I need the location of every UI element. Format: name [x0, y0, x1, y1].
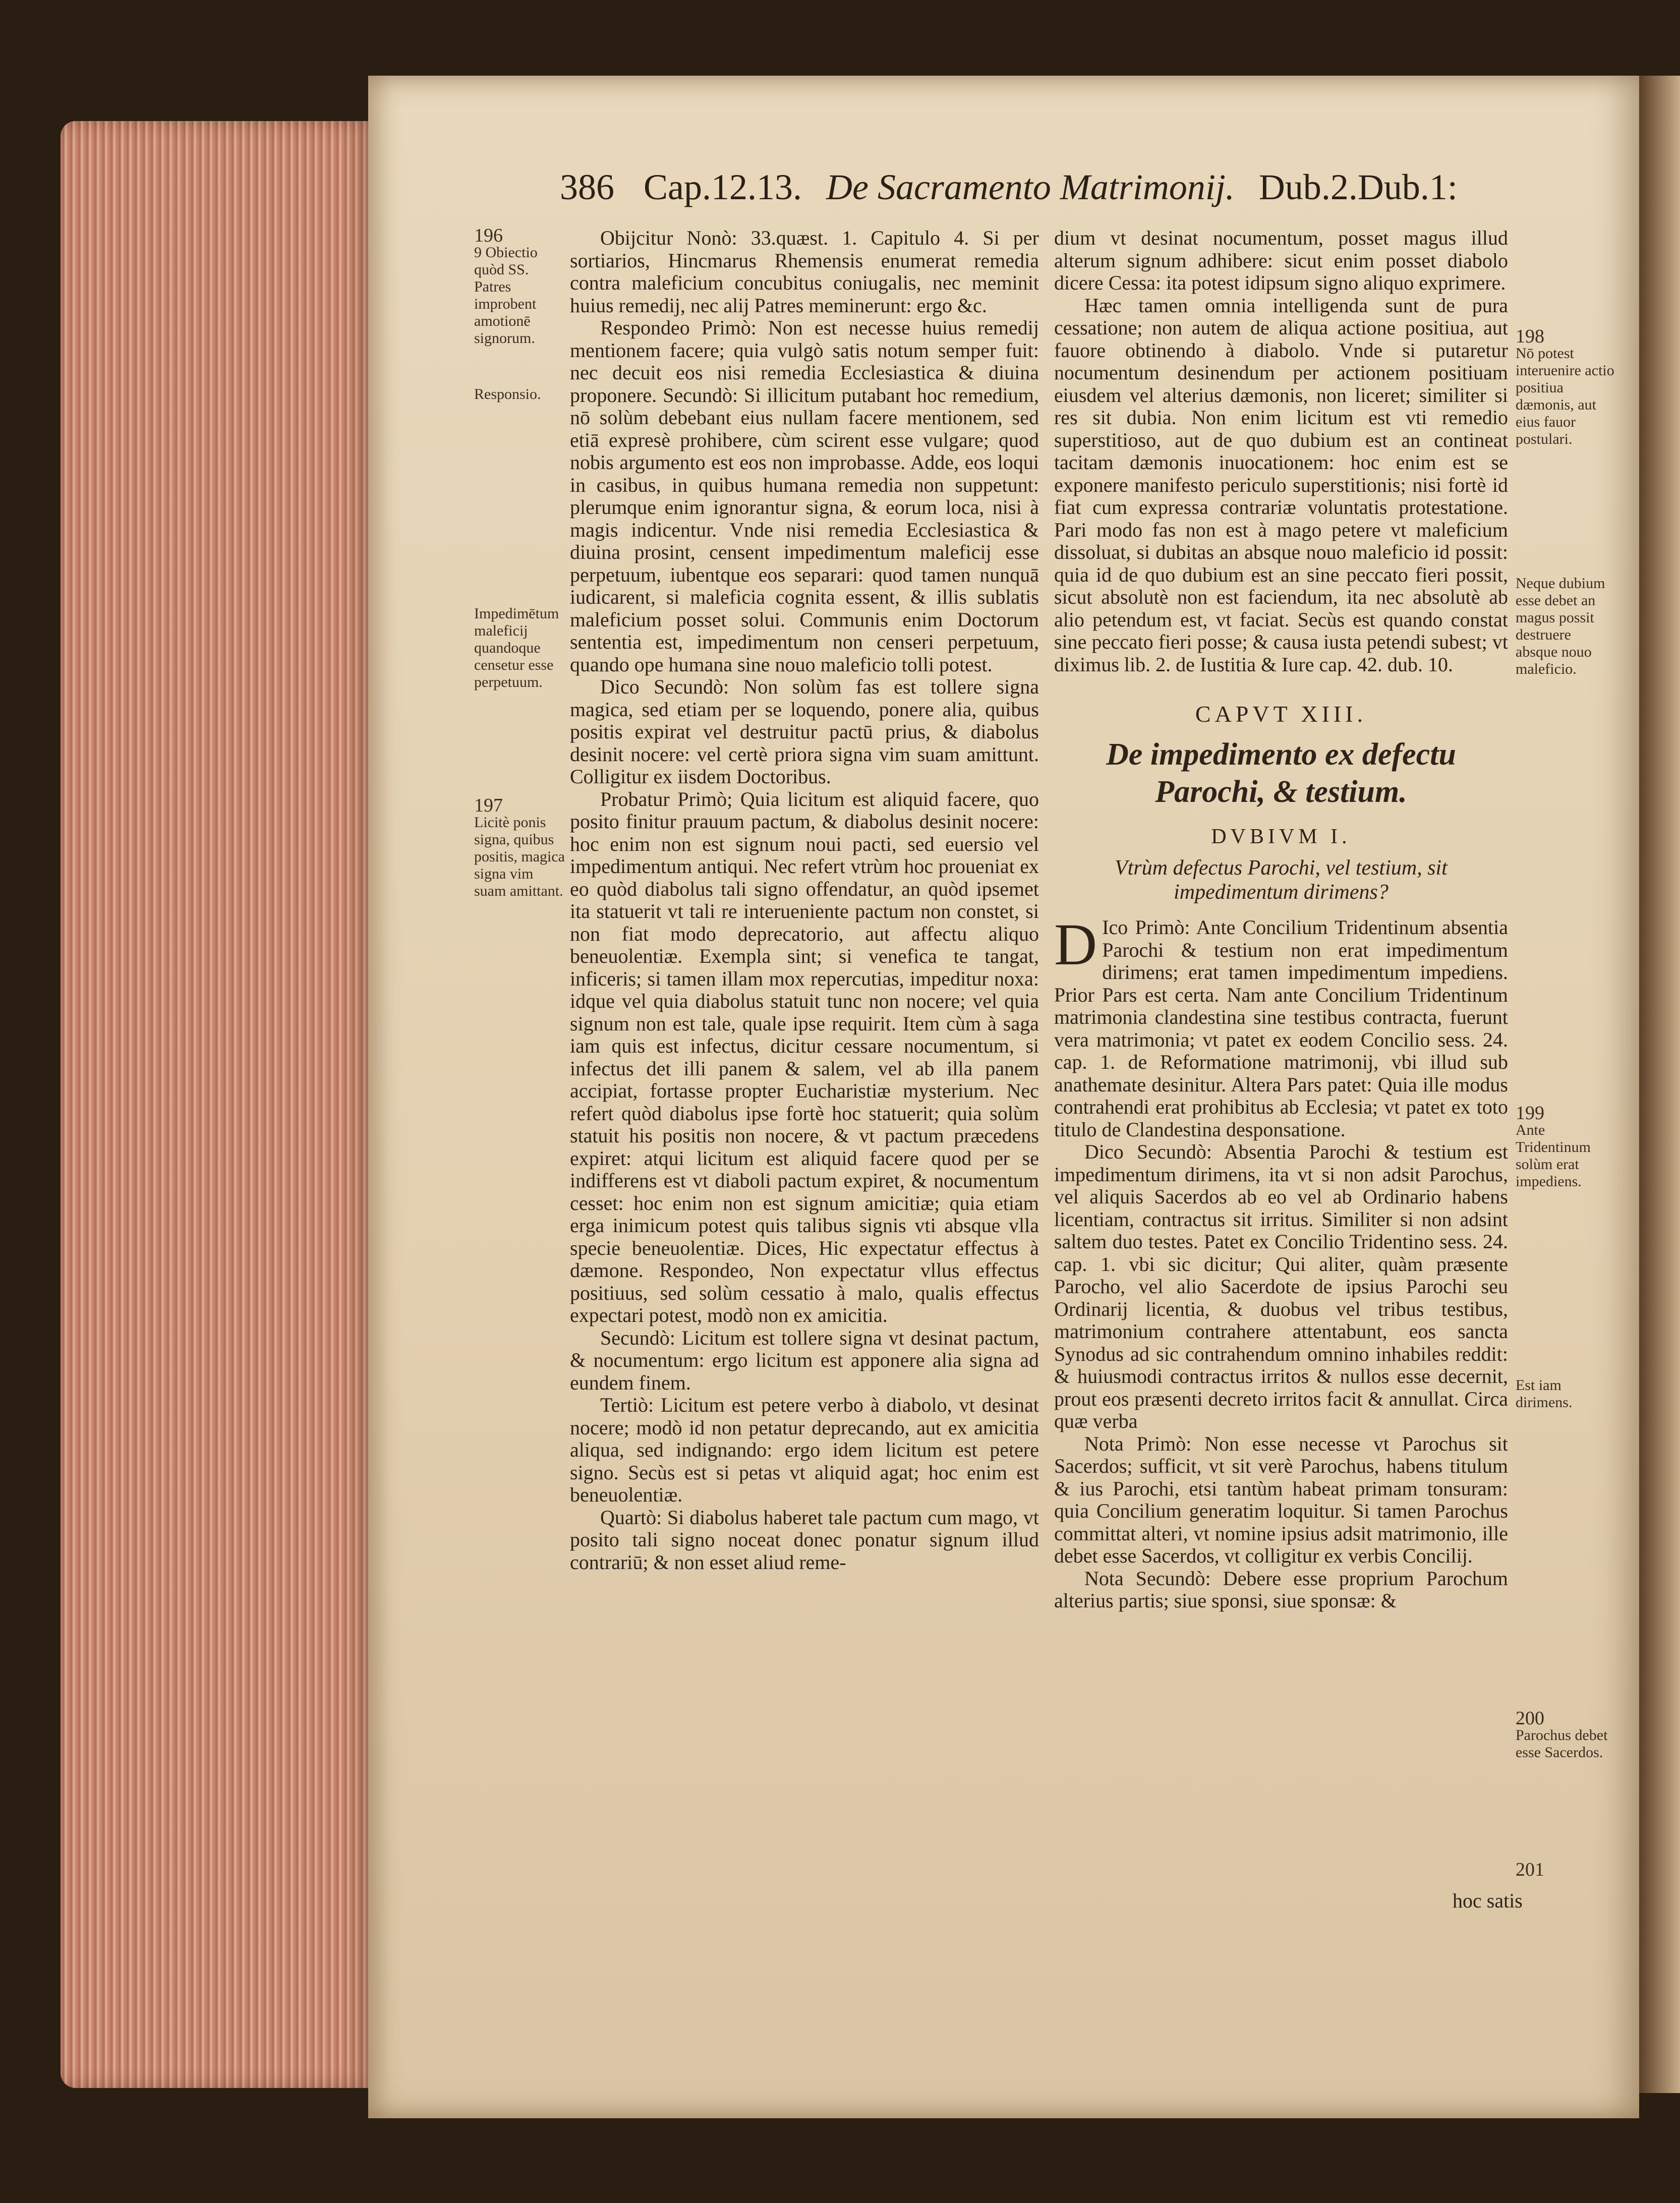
- paragraph: Obijcitur Nonò: 33.quæst. 1. Capitulo 4. Si per sortiarios, Hincmarus Rhemensis enumerat remedia contra maleficium concubitus coniugalis, nec meminit huius remedij, nec alij Patres meminerunt: ergo &c.: [570, 226, 1039, 317]
- margin-note: [474, 797, 565, 900]
- margin-text: Impedimētum maleficij quandoque censetur esse perpetuum.: [474, 605, 559, 690]
- left-column: [570, 227, 1039, 1574]
- margin-text: Licitè ponis signa, quibus positis, magica signa vim suam amittant.: [474, 814, 565, 899]
- margin-text: Responsio.: [474, 386, 541, 402]
- dubium-title: Vtrùm defectus Parochi, vel testium, sit impedimentum dirimens?: [1115, 856, 1447, 904]
- paragraph: dium vt desinat nocumentum, posset magus illud alterum signum adhibere: sicut enim posset diabolo dicere Cessa: ita potest idipsum signo aliquo exprimere.: [1054, 226, 1508, 294]
- margin-text: Ante Tridentinum solùm erat impediens.: [1516, 1122, 1591, 1190]
- paragraph: Hæc tamen omnia intelligenda sunt de pura cessatione; non autem de aliqua actione positiua, aut fauore obtinendo à diabolo. Vnde si putaretur nocumentum desinendum per actionem positiuam eiusdem vel alterius dæmonis, non liceret; similiter si res sit dubia. Non enim licitum est vti remedio superstitioso, aut de quo dubium est an contineat tacitam dæmonis inuocationem: hoc enim est se exponere manifesto periculo superstitionis; nisi fortè id fiat cum expressa contrariæ voluntatis protestatione. Pari modo fas non est à mago petere vt maleficium dissoluat, si dubitas an absque nouo maleficio id possit: quia id de quo dubium est an sine peccato fieri possit, sicut absolutè non est faciendum, ita nec absolutè ab alio petendum est, vt faciat. Secùs est quando constat sine peccato fieri posse; & causa iusta petendi subest; vt diximus lib. 2. de Iustitia & Iure cap. 42. dub. 10.: [1054, 294, 1508, 676]
- dubium-ref: Dub.2.Dub.1:: [1258, 167, 1458, 207]
- margin-number: 197: [474, 795, 503, 816]
- running-header: [560, 166, 1579, 208]
- margin-note: [1516, 1861, 1616, 1878]
- chapter-heading: CAPVT XIII.: [1195, 701, 1367, 727]
- next-page-edge: [1639, 76, 1680, 2093]
- margin-number: 196: [474, 225, 503, 246]
- drop-cap: D: [1054, 911, 1097, 977]
- paragraph: Respondeo Primò: Non est necesse huius remedij mentionem facere; quia vulgò satis notum semper fuit: nec decuit eos nisi remedia Ecclesiastica & diuina proponere. Secundò: Si illicitum putabant hoc remedium, nō solùm debebant eius nullam facere mentionem, sed etiā expresè prohibere, cùm scirent esse vulgare; quod nobis argumento est eos non improbasse. Adde, eos loqui in casibus, in quibus humana remedia non suppetunt: plerumque enim ignorantur signa, & eorum loca, nisi à magis indicentur. Vnde nisi remedia Ecclesiastica & diuina prosint, censent impedimentum maleficij esse perpetuum, iubentque eos separari: quod tamen nunquā iudicarent, si maleficia cognita essent, & illis sublatis maleficium posset solui. Communis enim Doctorum sententia est, impedimentum non censeri perpetuum, quando ope humana sine nouo maleficio tolli potest.: [570, 316, 1039, 676]
- margin-note: [1516, 1105, 1616, 1190]
- paragraph: Dico Secundò: Absentia Parochi & testium est impedimentum dirimens, ita vt si non adsit Parochus, vel aliquis Sacerdos ab eo vel ab Ordinario habens licentiam, contractus sit irritus. Similiter si non adsint saltem duo testes. Patet ex Concilio Tridentino sess. 24. cap. 1. vbi sic dicitur; Qui aliter, quàm præsente Parocho, vel alio Sacerdote de ipsius Parochi seu Ordinarij licentia, & duobus vel tribus testibus, matrimonium contrahere attentabunt, eos sancta Synodus ad sic contrahendum omnino inhabiles reddit: & huiusmodi contractus irritos & nullos esse decernit, prout eos præsenti decreto irritos facit & annullat. Circa quæ verba: [1054, 1140, 1508, 1432]
- paragraph: Secundò: Licitum est tollere signa vt desinat pactum, & nocumentum: ergo licitum est apponere alia signa ad eundem finem.: [570, 1326, 1039, 1394]
- margin-note: [1516, 1710, 1616, 1761]
- margin-text: 9 Obiectio quòd SS. Patres improbent amotionē signorum.: [474, 244, 538, 346]
- page-number: 386: [560, 167, 614, 207]
- margin-number: 198: [1516, 326, 1544, 347]
- margin-note: [1516, 1377, 1616, 1411]
- margin-number: 200: [1516, 1708, 1544, 1729]
- margin-note: [474, 605, 565, 691]
- margin-note: [1516, 575, 1616, 678]
- page-edge: [61, 121, 373, 2088]
- paragraph: Nota Primò: Non esse necesse vt Parochus sit Sacerdos; sufficit, vt sit verè Parochus, habens titulum & ius Parochi, etsi tantùm habeat primam tonsuram: quia Concilium generatim loquitur. Si tamen Parochus committat alteri, vt nomine ipsius adsit matrimonio, ille debet esse Sacerdos, vt colligitur ex verbis Concilij.: [1054, 1432, 1508, 1567]
- paragraph: Dico Secundò: Non solùm fas est tollere signa magica, sed etiam per se loquendo, ponere alia, quibus positis expirat vel destruitur pactū prius, & diabolus desinit nocere: vel certè priora signa vim suam amittunt. Colligitur ex iisdem Doctoribus.: [570, 675, 1039, 788]
- chapter-ref: Cap.12.13.: [644, 167, 802, 207]
- margin-note: [474, 227, 565, 347]
- margin-note: [474, 386, 565, 403]
- paragraph: Tertiò: Licitum est petere verbo à diabolo, vt desinat nocere; modò id non petatur deprecando, aut ex amicitia aliqua, sed indignando: ergo idem licitum est petere signo. Secùs est si petas vt aliquid agat; hoc enim est beneuolentiæ.: [570, 1394, 1039, 1506]
- catchword: hoc satis: [1453, 1889, 1523, 1912]
- chapter-title: De impedimento ex defectu Parochi, & testium.: [1106, 737, 1456, 809]
- margin-text: Neque dubium esse debet an magus possit destruere absque nouo maleficio.: [1516, 575, 1605, 677]
- paragraph: [1054, 911, 1508, 1141]
- paragraph: Nota Secundò: Debere esse proprium Parochum alterius partis; siue sponsi, siue sponsæ: &: [1054, 1567, 1508, 1612]
- book-title: De Sacramento Matrimonij.: [826, 167, 1235, 207]
- margin-text: Est iam dirimens.: [1516, 1377, 1573, 1411]
- margin-note: [1516, 328, 1616, 448]
- right-column: [1054, 227, 1508, 1612]
- paragraph: Probatur Primò; Quia licitum est aliquid facere, quo posito finitur prauum pactum, & diabolus desinit nocere: hoc enim non est signum noui pacti, sed euersio vel impedimentum antiqui. Nec refert vtrùm hoc proueniat ex eo quòd diabolus tali signo offendatur, an quòd ipsemet ita statuerit vt tali re interueniente pactum non constet, si non fiat modo deprecatorio, aut affectu aliquo beneuolentiæ. Exempla sint; si venefica te tangat, inficeris; si tamen illam mox repercutias, impeditur noxa: idque vel quia diabolus statuit tunc non nocere; vel quia signum non est tale, quale ipse requirit. Item cùm à saga iam quis est infectus, dicitur cessare nocumentum, si infectus det illi panem & salem, vel ab illa panem accipiat, fortasse propter Eucharistiæ mysterium. Nec refert quòd diabolus ipse fortè hoc statuerit; quia solùm statuit his positis non nocere, & vt pactum præcedens expiret: atqui licitum est aliquid facere quod per se indifferens est vt diaboli pactum expiret, & nocumentum cesset: hoc enim non est signum amicitiæ; quia etiam erga inimicum potest quis talibus signis vti absque vlla specie beneuolentiæ. Dices, Hic expectatur effectus à dæmone. Respondeo, Non expectatur vllus effectus positiuus, sed solùm cessatio à malo, qualis effectus expectari potest, modò non ex amicitia.: [570, 787, 1039, 1326]
- margin-number: 199: [1516, 1103, 1544, 1124]
- paragraph-text: Ico Primò: Ante Concilium Tridentinum absentia Parochi & testium non erat impedimentum dirimens; erat tamen impedimentum impediens. Prior Pars est certa. Nam ante Concilium Tridentinum matrimonia clandestina sine testibus contracta, fuerunt vera matrimonia; vt patet ex eodem Concilio sess. 24. cap. 1. de Reformatione matrimonij, vbi illud sub anathemate desinitur. Altera Pars patet: Quia ille modus contrahendi erat prohibitus ab Ecclesia; vt patet ex toto titulo de Clandestina desponsatione.: [1054, 916, 1508, 1141]
- margin-text: Parochus debet esse Sacerdos.: [1516, 1727, 1608, 1761]
- margin-text: Nō potest interuenire actio positiua dæmonis, aut eius fauor postulari.: [1516, 345, 1614, 447]
- paragraph: Quartò: Si diabolus haberet tale pactum cum mago, vt posito tali signo noceat donec ponatur signum illud contrariū; & non esset aliud reme-: [570, 1505, 1039, 1574]
- dubium-heading: DVBIVM I.: [1211, 825, 1351, 848]
- margin-number: 201: [1516, 1859, 1544, 1880]
